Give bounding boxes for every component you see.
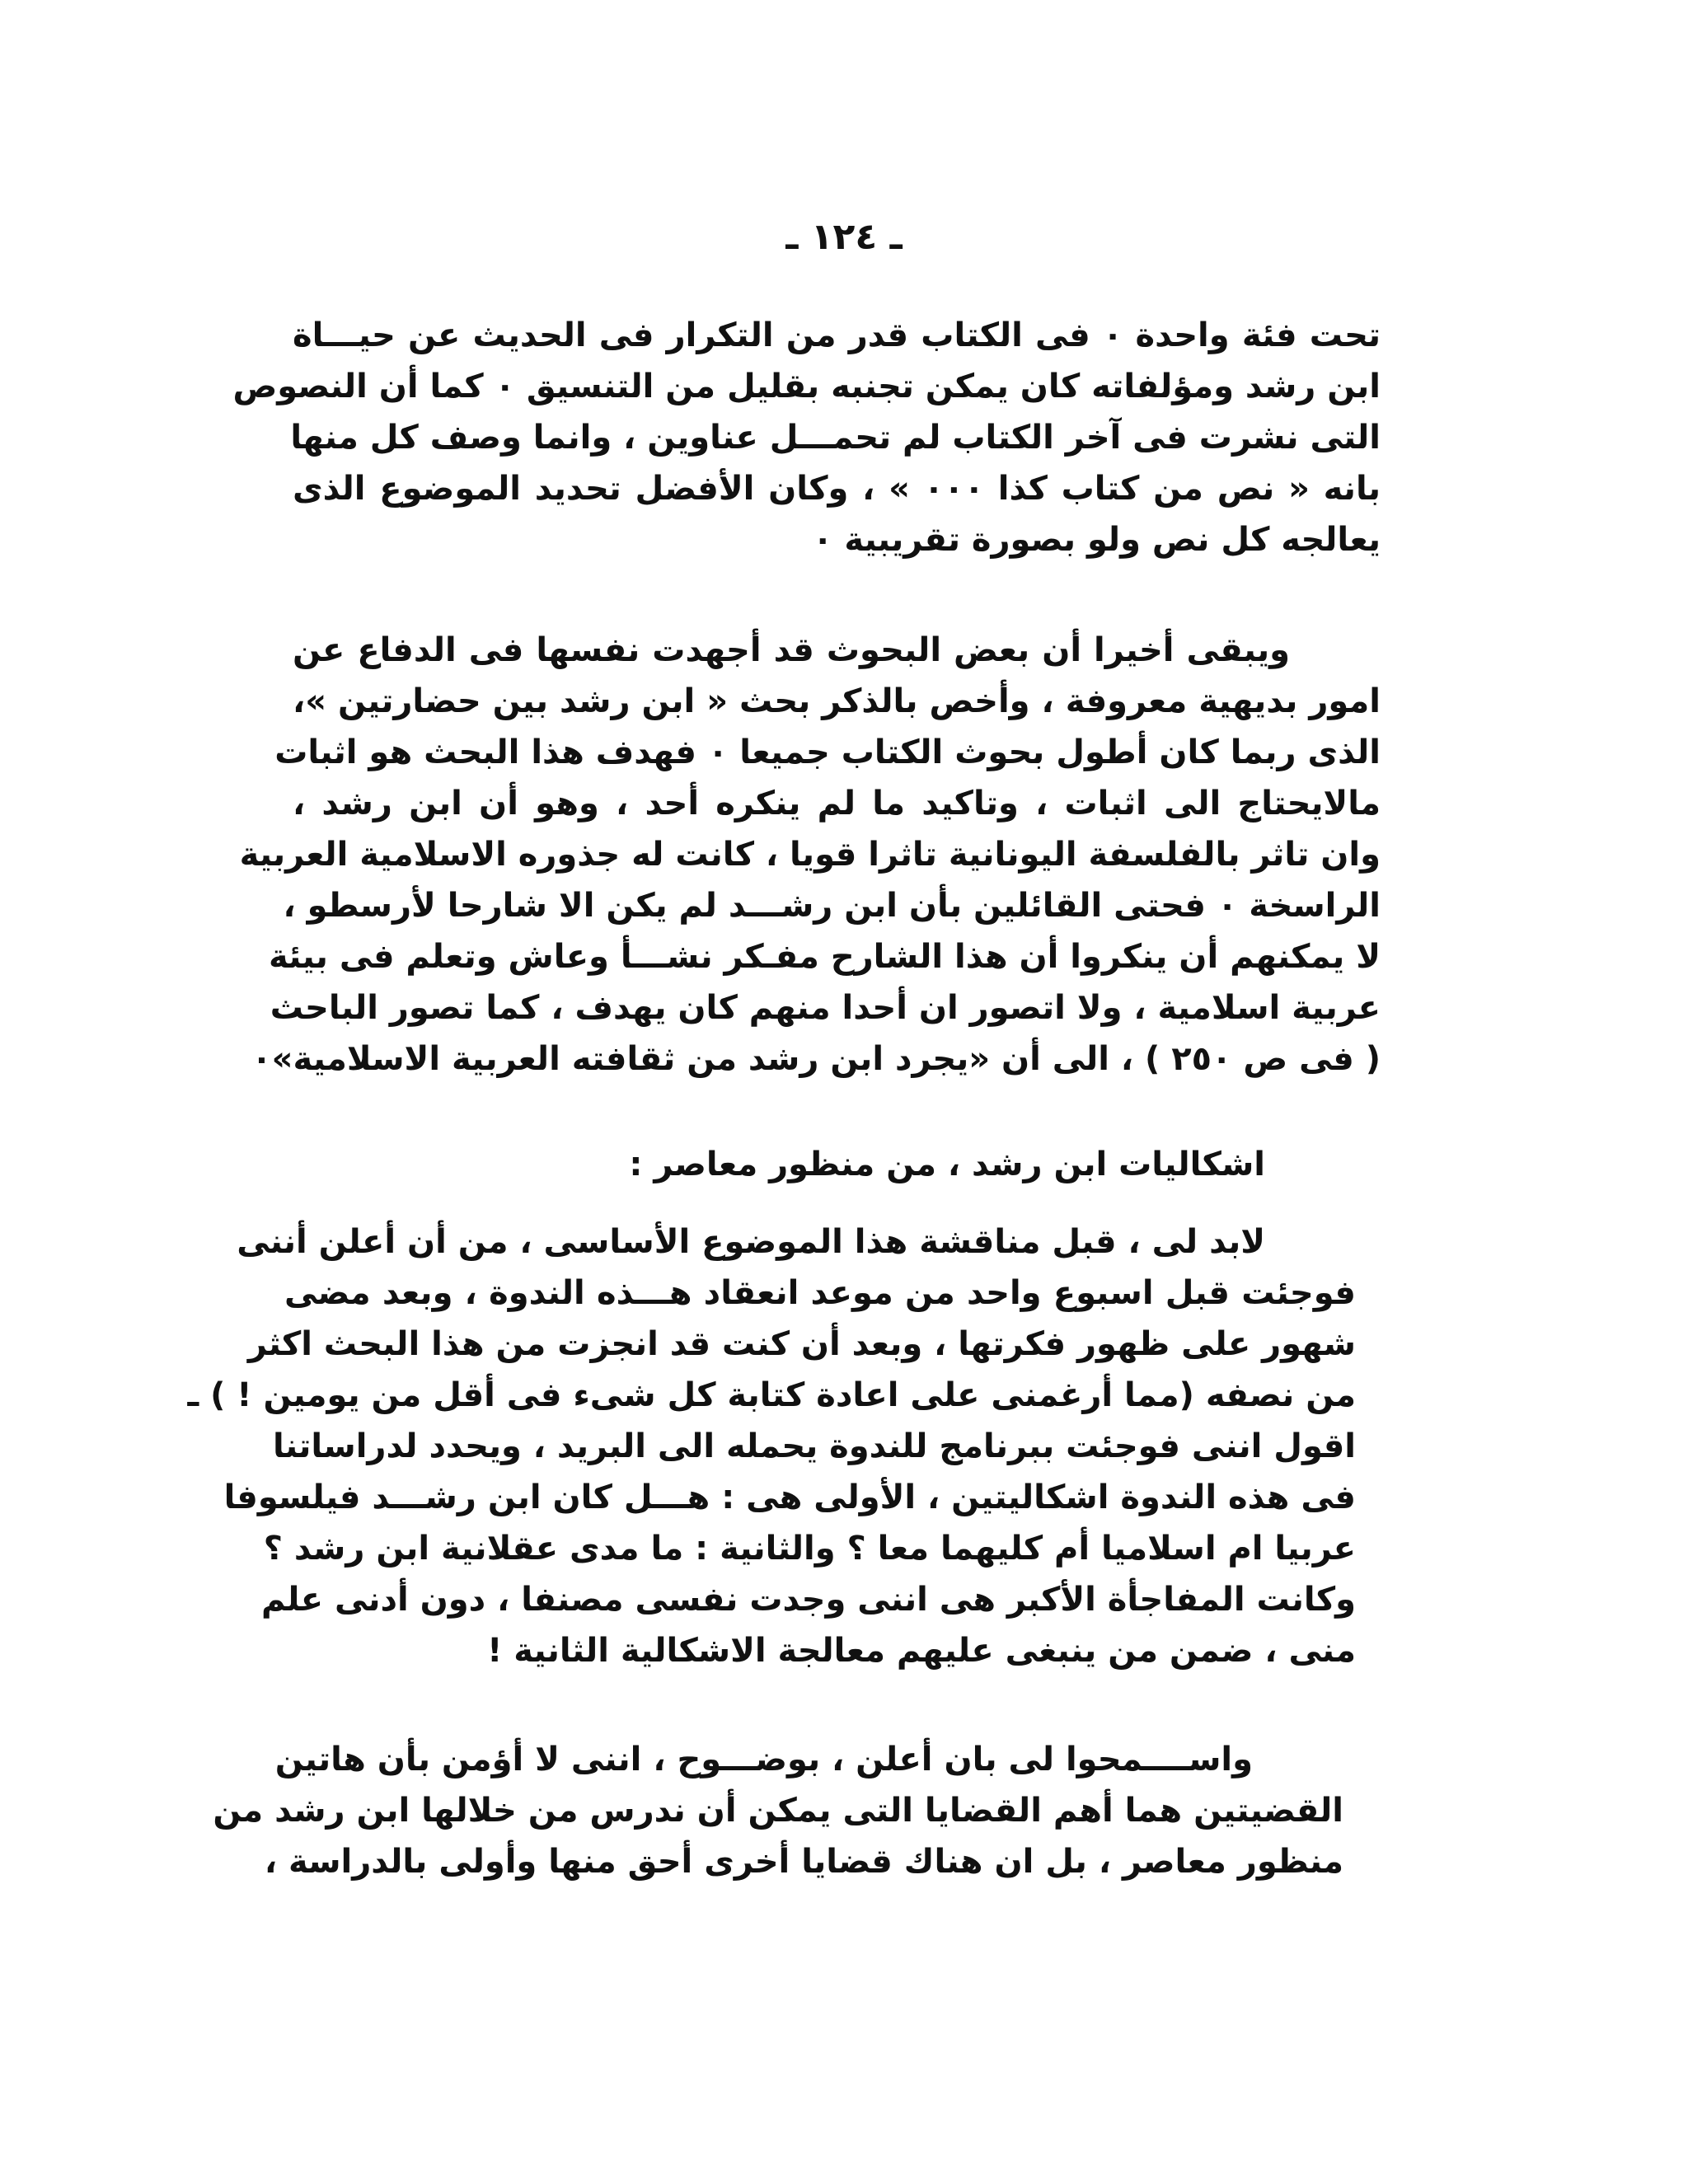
paragraph-line: ( فى ص ٢٥٠ ) ، الى أن «يجرد ابن رشد من ثقافته العربية الاسلامية»٠: [251, 1040, 1381, 1078]
paragraph-2: [239, 625, 1381, 1085]
paragraph-line: بانه « نص من كتاب كذا ٠٠٠ » ، وكان الأفضل تحديد الموضوع الذى: [293, 470, 1381, 508]
paragraph-4: [213, 1734, 1343, 1887]
paragraph-line: التى نشرت فى آخر الكتاب لم تحمـــل عناوين ، وانما وصف كل منها: [290, 419, 1381, 457]
paragraph-line: يعالجه كل نص ولو بصورة تقريبية ٠: [813, 521, 1381, 559]
paragraph-line: القضيتين هما أهم القضايا التى يمكن أن ندرس من خلالها ابن رشد من: [213, 1792, 1343, 1830]
paragraph-line: وكانت المفاجأة الأكبر هى اننى وجدت نفسى مصنفا ، دون أدنى علم: [261, 1581, 1356, 1619]
paragraph-line: وان تاثر بالفلسفة اليونانية تاثرا قويا ، كانت له جذوره الاسلامية العربية: [239, 836, 1381, 874]
paragraph-1: [232, 310, 1381, 565]
paragraph-line: فى هذه الندوة اشكاليتين ، الأولى هى : هـــل كان ابن رشـــد فيلسوفا: [223, 1479, 1356, 1516]
paragraph-line: منظور معاصر ، بل ان هناك قضايا أخرى أحق منها وأولى بالدراسة ،: [264, 1843, 1343, 1881]
paragraph-line: اقول اننى فوجئت ببرنامج للندوة يحمله الى البريد ، ويحدد لدراساتنا: [272, 1427, 1356, 1465]
paragraph-line: الراسخة ٠ فحتى القائلين بأن ابن رشـــد لم يكن الا شارحا لأرسطو ،: [283, 887, 1381, 925]
paragraph-line: تحت فئة واحدة ٠ فى الكتاب قدر من التكرار فى الحديث عن حيـــاة: [293, 316, 1381, 354]
paragraph-line: امور بديهية معروفة ، وأخص بالذكر بحث « ابن رشد بين حضارتين »،: [293, 682, 1381, 720]
paragraph-line: من نصفه (مما أرغمنى على اعادة كتابة كل شىء فى أقل من يومين ! ) ـ: [187, 1376, 1356, 1414]
paragraph-line: شهور على ظهور فكرتها ، وبعد أن كنت قد انجزت من هذا البحث اكثر: [247, 1325, 1356, 1363]
paragraph-line: مالايحتاج الى اثبات ، وتاكيد ما لم ينكره أحد ، وهو أن ابن رشد ،: [293, 785, 1381, 823]
paragraph-line: ابن رشد ومؤلفاته كان يمكن تجنبه بقليل من التنسيق ٠ كما أن النصوص: [232, 368, 1381, 405]
page-number: ـ ١٢٤ ـ: [785, 216, 903, 258]
paragraph-line: فوجئت قبل اسبوع واحد من موعد انعقاد هـــذه الندوة ، وبعد مضى: [284, 1274, 1356, 1312]
paragraph-line: الذى ربما كان أطول بحوث الكتاب جميعا ٠ فهدف هذا البحث هو اثبات: [274, 733, 1381, 771]
paragraph-line: عربيا ام اسلاميا أم كليهما معا ؟ والثانية : ما مدى عقلانية ابن رشد ؟: [263, 1530, 1356, 1568]
paragraph-line: منى ، ضمن من ينبغى عليهم معالجة الاشكالية الثانية !: [487, 1632, 1356, 1670]
paragraph-line: عربية اسلامية ، ولا اتصور ان أحدا منهم كان يهدف ، كما تصور الباحث: [270, 989, 1381, 1027]
paragraph-line: واســــمحوا لى بان أعلن ، بوضـــوح ، اننى لا أؤمن بأن هاتين: [274, 1741, 1253, 1779]
section-heading: اشكاليات ابن رشد ، من منظور معاصر :: [629, 1146, 1265, 1183]
paragraph-line: لابد لى ، قبل مناقشة هذا الموضوع الأساسى ، من أن أعلن أننى: [237, 1223, 1265, 1261]
paragraph-3: [187, 1216, 1356, 1676]
paragraph-line: لا يمكنهم أن ينكروا أن هذا الشارح مفـكر نشـــأ وعاش وتعلم فى بيئة: [268, 938, 1381, 976]
paragraph-line: ويبقى أخيرا أن بعض البحوث قد أجهدت نفسها فى الدفاع عن: [293, 631, 1290, 669]
